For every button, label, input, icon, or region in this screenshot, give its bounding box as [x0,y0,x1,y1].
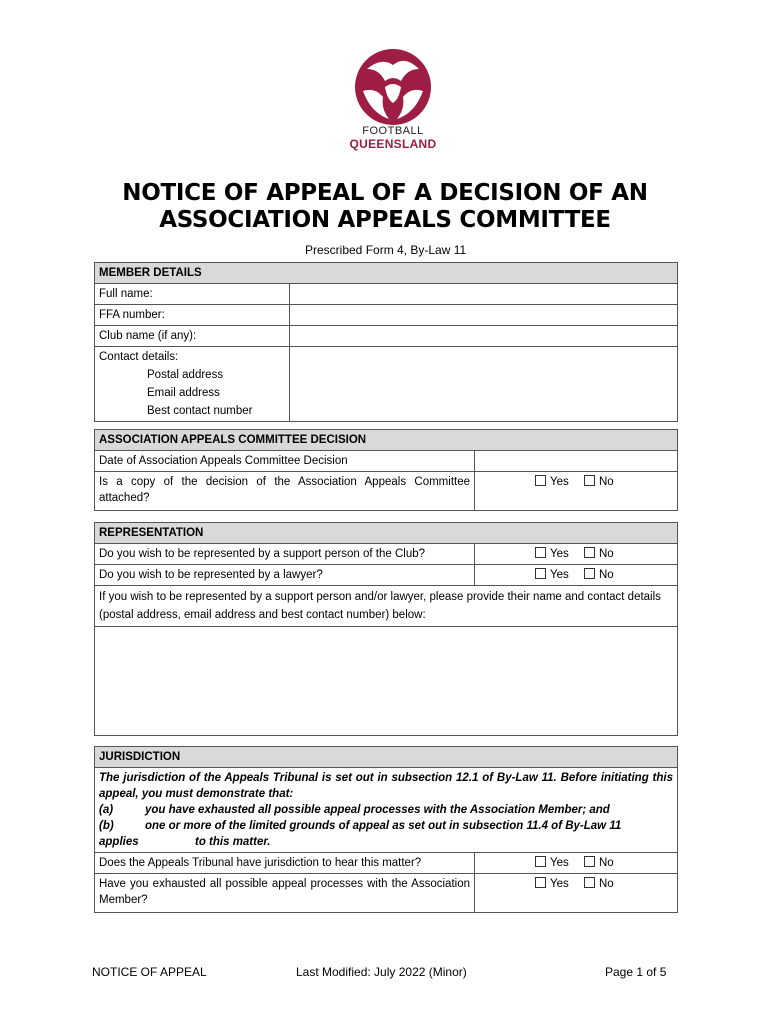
football-queensland-logo [343,47,443,157]
member-details-table [94,262,678,422]
checkbox-icon[interactable] [535,475,546,486]
item-b-applies: applies [99,836,139,848]
checkbox-icon[interactable] [584,856,595,867]
club-name-label: Club name (if any): [95,326,290,347]
no-label: No [598,548,614,560]
ffa-number-field[interactable] [290,305,678,326]
member-details-header: MEMBER DETAILS [95,263,678,284]
no-label: No [598,857,614,869]
exhausted-options [475,874,678,913]
decision-copy-no[interactable] [584,474,614,490]
contact-number-label: Best contact number [147,405,253,417]
contact-details-label: Contact details: [99,351,179,363]
checkbox-icon[interactable] [535,568,546,579]
exhausted-question: Have you exhausted all possible appeal processes with the Association Member? [95,874,475,913]
jurisdiction-no[interactable] [584,855,614,871]
checkbox-icon[interactable] [535,547,546,558]
checkbox-icon[interactable] [584,475,595,486]
lawyer-question: Do you wish to be represented by a lawyer? [95,565,475,586]
full-name-label: Full name: [95,284,290,305]
jurisdiction-yes[interactable] [535,855,569,871]
item-a-text: you have exhausted all possible appeal processes with the Association Member; and [145,804,610,816]
lawyer-options [475,565,678,586]
footer-center: Last Modified: July 2022 (Minor) [296,965,467,979]
form-subtitle: Prescribed Form 4, By-Law 11 [305,243,467,257]
club-name-field[interactable] [290,326,678,347]
no-label: No [598,569,614,581]
footer-left: NOTICE OF APPEAL [92,965,207,979]
ffa-number-label: FFA number: [95,305,290,326]
no-label: No [598,476,614,488]
decision-copy-question: Is a copy of the decision of the Association Appeals Committee attached? [95,472,475,511]
support-person-question: Do you wish to be represented by a support person of the Club? [95,544,475,565]
item-b-text: one or more of the limited grounds of appeal as set out in subsection 11.4 of By-Law 11 [145,820,622,832]
representation-header: REPRESENTATION [95,523,678,544]
item-a-label: (a) [99,804,114,816]
jurisdiction-item-a [99,802,673,818]
logo-ball-icon [353,47,433,127]
jurisdiction-options [475,853,678,874]
jurisdiction-question: Does the Appeals Tribunal have jurisdiction to hear this matter? [95,853,475,874]
title-line-2: ASSOCIATION APPEALS COMMITTEE [159,207,611,233]
representation-table [94,522,678,736]
checkbox-icon[interactable] [584,568,595,579]
checkbox-icon[interactable] [584,547,595,558]
exhausted-yes[interactable] [535,876,569,892]
checkbox-icon[interactable] [584,877,595,888]
checkbox-icon[interactable] [535,877,546,888]
lawyer-no[interactable] [584,567,614,583]
yes-label: Yes [550,548,569,560]
checkbox-icon[interactable] [535,856,546,867]
jurisdiction-table [94,746,678,913]
representative-details-field[interactable] [95,627,678,736]
lawyer-yes[interactable] [535,567,569,583]
support-person-no[interactable] [584,546,614,562]
contact-details-field[interactable] [290,347,678,422]
title-line-1: NOTICE OF APPEAL OF A DECISION OF AN [122,180,648,206]
jurisdiction-item-b-cont [99,834,673,850]
item-b-matter: to this matter. [195,836,271,848]
decision-header: ASSOCIATION APPEALS COMMITTEE DECISION [95,430,678,451]
full-name-field[interactable] [290,284,678,305]
decision-date-field[interactable] [475,451,678,472]
logo-text-football: FOOTBALL [362,125,424,137]
jurisdiction-item-b [99,818,673,834]
decision-copy-yes[interactable] [535,474,569,490]
yes-label: Yes [550,857,569,869]
representative-note: If you wish to be represented by a support person and/or lawyer, please provide their name and contact details (postal address, email address and best contact number) below: [95,586,678,627]
email-address-label: Email address [147,387,220,399]
yes-label: Yes [550,569,569,581]
item-b-label: (b) [99,820,114,832]
yes-label: Yes [550,878,569,890]
postal-address-label: Postal address [147,369,224,381]
exhausted-no[interactable] [584,876,614,892]
jurisdiction-instructions [95,768,678,853]
jurisdiction-intro: The jurisdiction of the Appeals Tribunal is set out in subsection 12.1 of By-Law 11. Before initiating this appeal, you must demonstrate that: [99,772,673,800]
support-person-yes[interactable] [535,546,569,562]
support-person-options [475,544,678,565]
page-title [90,180,680,234]
yes-label: Yes [550,476,569,488]
contact-details-cell [95,347,290,422]
decision-copy-options [475,472,678,511]
decision-date-label: Date of Association Appeals Committee Decision [95,451,475,472]
jurisdiction-header: JURISDICTION [95,747,678,768]
logo-text-queensland: QUEENSLAND [349,137,437,151]
decision-table [94,429,678,511]
no-label: No [598,878,614,890]
footer-page-number: Page 1 of 5 [605,965,667,979]
